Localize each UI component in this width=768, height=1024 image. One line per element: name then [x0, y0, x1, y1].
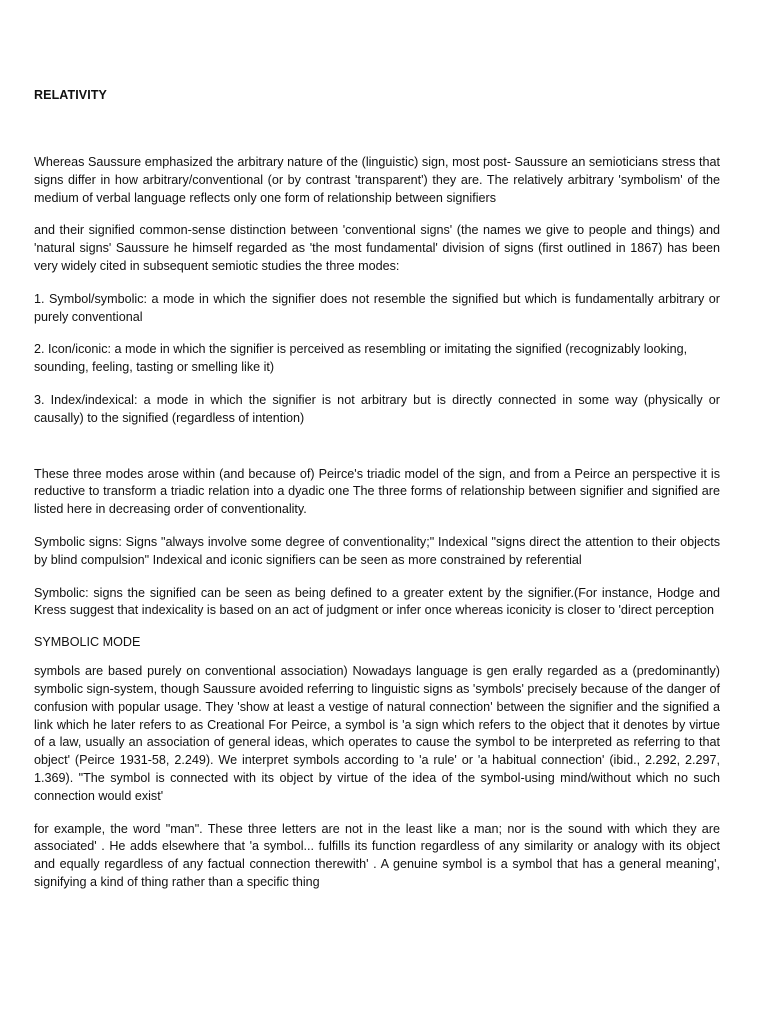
paragraph-symbols: symbols are based purely on conventional association) Nowadays language is gen erally regarded as a (predominantly) symbolic sign-system, though Saussure avoided referring to linguistic signs as 'symbols' precisely because of the danger of confusion with popular usage. They 'show at least a vestige of natural connection' between the signifier and the signified a link which he later refers to as Creational For Peirce, a symbol is 'a sign which refers to the object that it denotes by virtue of a law, usually an association of general ideas, which operates to cause the symbol to be interpreted as referring to that object' (Peirce 1931-58, 2.249). We interpret symbols according to 'a rule' or 'a habitual connection' (ibid., 2.292, 2.297, 1.369). "The symbol is connected with its object by virtue of the idea of the symbol-using mind/without which no such connection would exist': [34, 664, 720, 803]
paragraph-symbolic: Symbolic: signs the signified can be seen as being defined to a greater extent by the signifier.(For instance, Hodge and Kress suggest that indexicality is based on an act of judgment or infer once whereas iconicity is closer to 'direct perception: [34, 585, 720, 618]
list-item-symbol: 1. Symbol/symbolic: a mode in which the signifier does not resemble the signified but which is fundamentally arbitrary or purely conventional: [34, 291, 720, 324]
paragraph-example: for example, the word "man". These three letters are not in the least like a man; nor is the sound with which they are associated' . He adds elsewhere that 'a symbol... fulfills its function regardless of any similarity or analogy with its object and equally regardless of any factual connection therewith' . A genuine symbol is a symbol that has a general meaning', signifying a kind of thing rather than a specific thing: [34, 821, 720, 889]
paragraph-2: and their signified common-sense distinction between 'conventional signs' (the names we give to people and things) and 'natural signs' Saussure he himself regarded as 'the most fundamental' division of signs (first outlined in 1867) has been very widely cited in subsequent semiotic studies the three modes:: [34, 223, 720, 273]
list-item-index: 3. Index/indexical: a mode in which the signifier is not arbitrary but is directly connected in some way (physically or causally) to the signified (regardless of intention): [34, 392, 720, 425]
page-title: RELATIVITY: [34, 88, 107, 102]
paragraph-1: Whereas Saussure emphasized the arbitrary nature of the (linguistic) sign, most post- Saussure an semioticians stress that signs differ in how arbitrary/conventional (or by contrast 'transparent') they are. The relatively arbitrary 'symbolism' of the medium of verbal language reflects only one form of relationship between signifiers: [34, 155, 720, 205]
paragraph-symbolic-signs: Symbolic signs: Signs "always involve some degree of conventionality;" Indexical "signs direct the attention to their objects by blind compulsion" Indexical and iconic signifiers can be seen as more constrained by referential: [34, 534, 720, 567]
section-heading: SYMBOLIC MODE: [34, 635, 141, 650]
list-item-icon: 2. Icon/iconic: a mode in which the signifier is perceived as resembling or imitating the signified (recognizably looking, sounding, feeling, tasting or smelling like it): [34, 342, 688, 375]
paragraph-modes: These three modes arose within (and because of) Peirce's triadic model of the sign, and from a Peirce an perspective it is reductive to transform a triadic relation into a dyadic one The three forms of relationship between signifier and signified are listed here in decreasing order of conventionality.: [34, 466, 720, 517]
